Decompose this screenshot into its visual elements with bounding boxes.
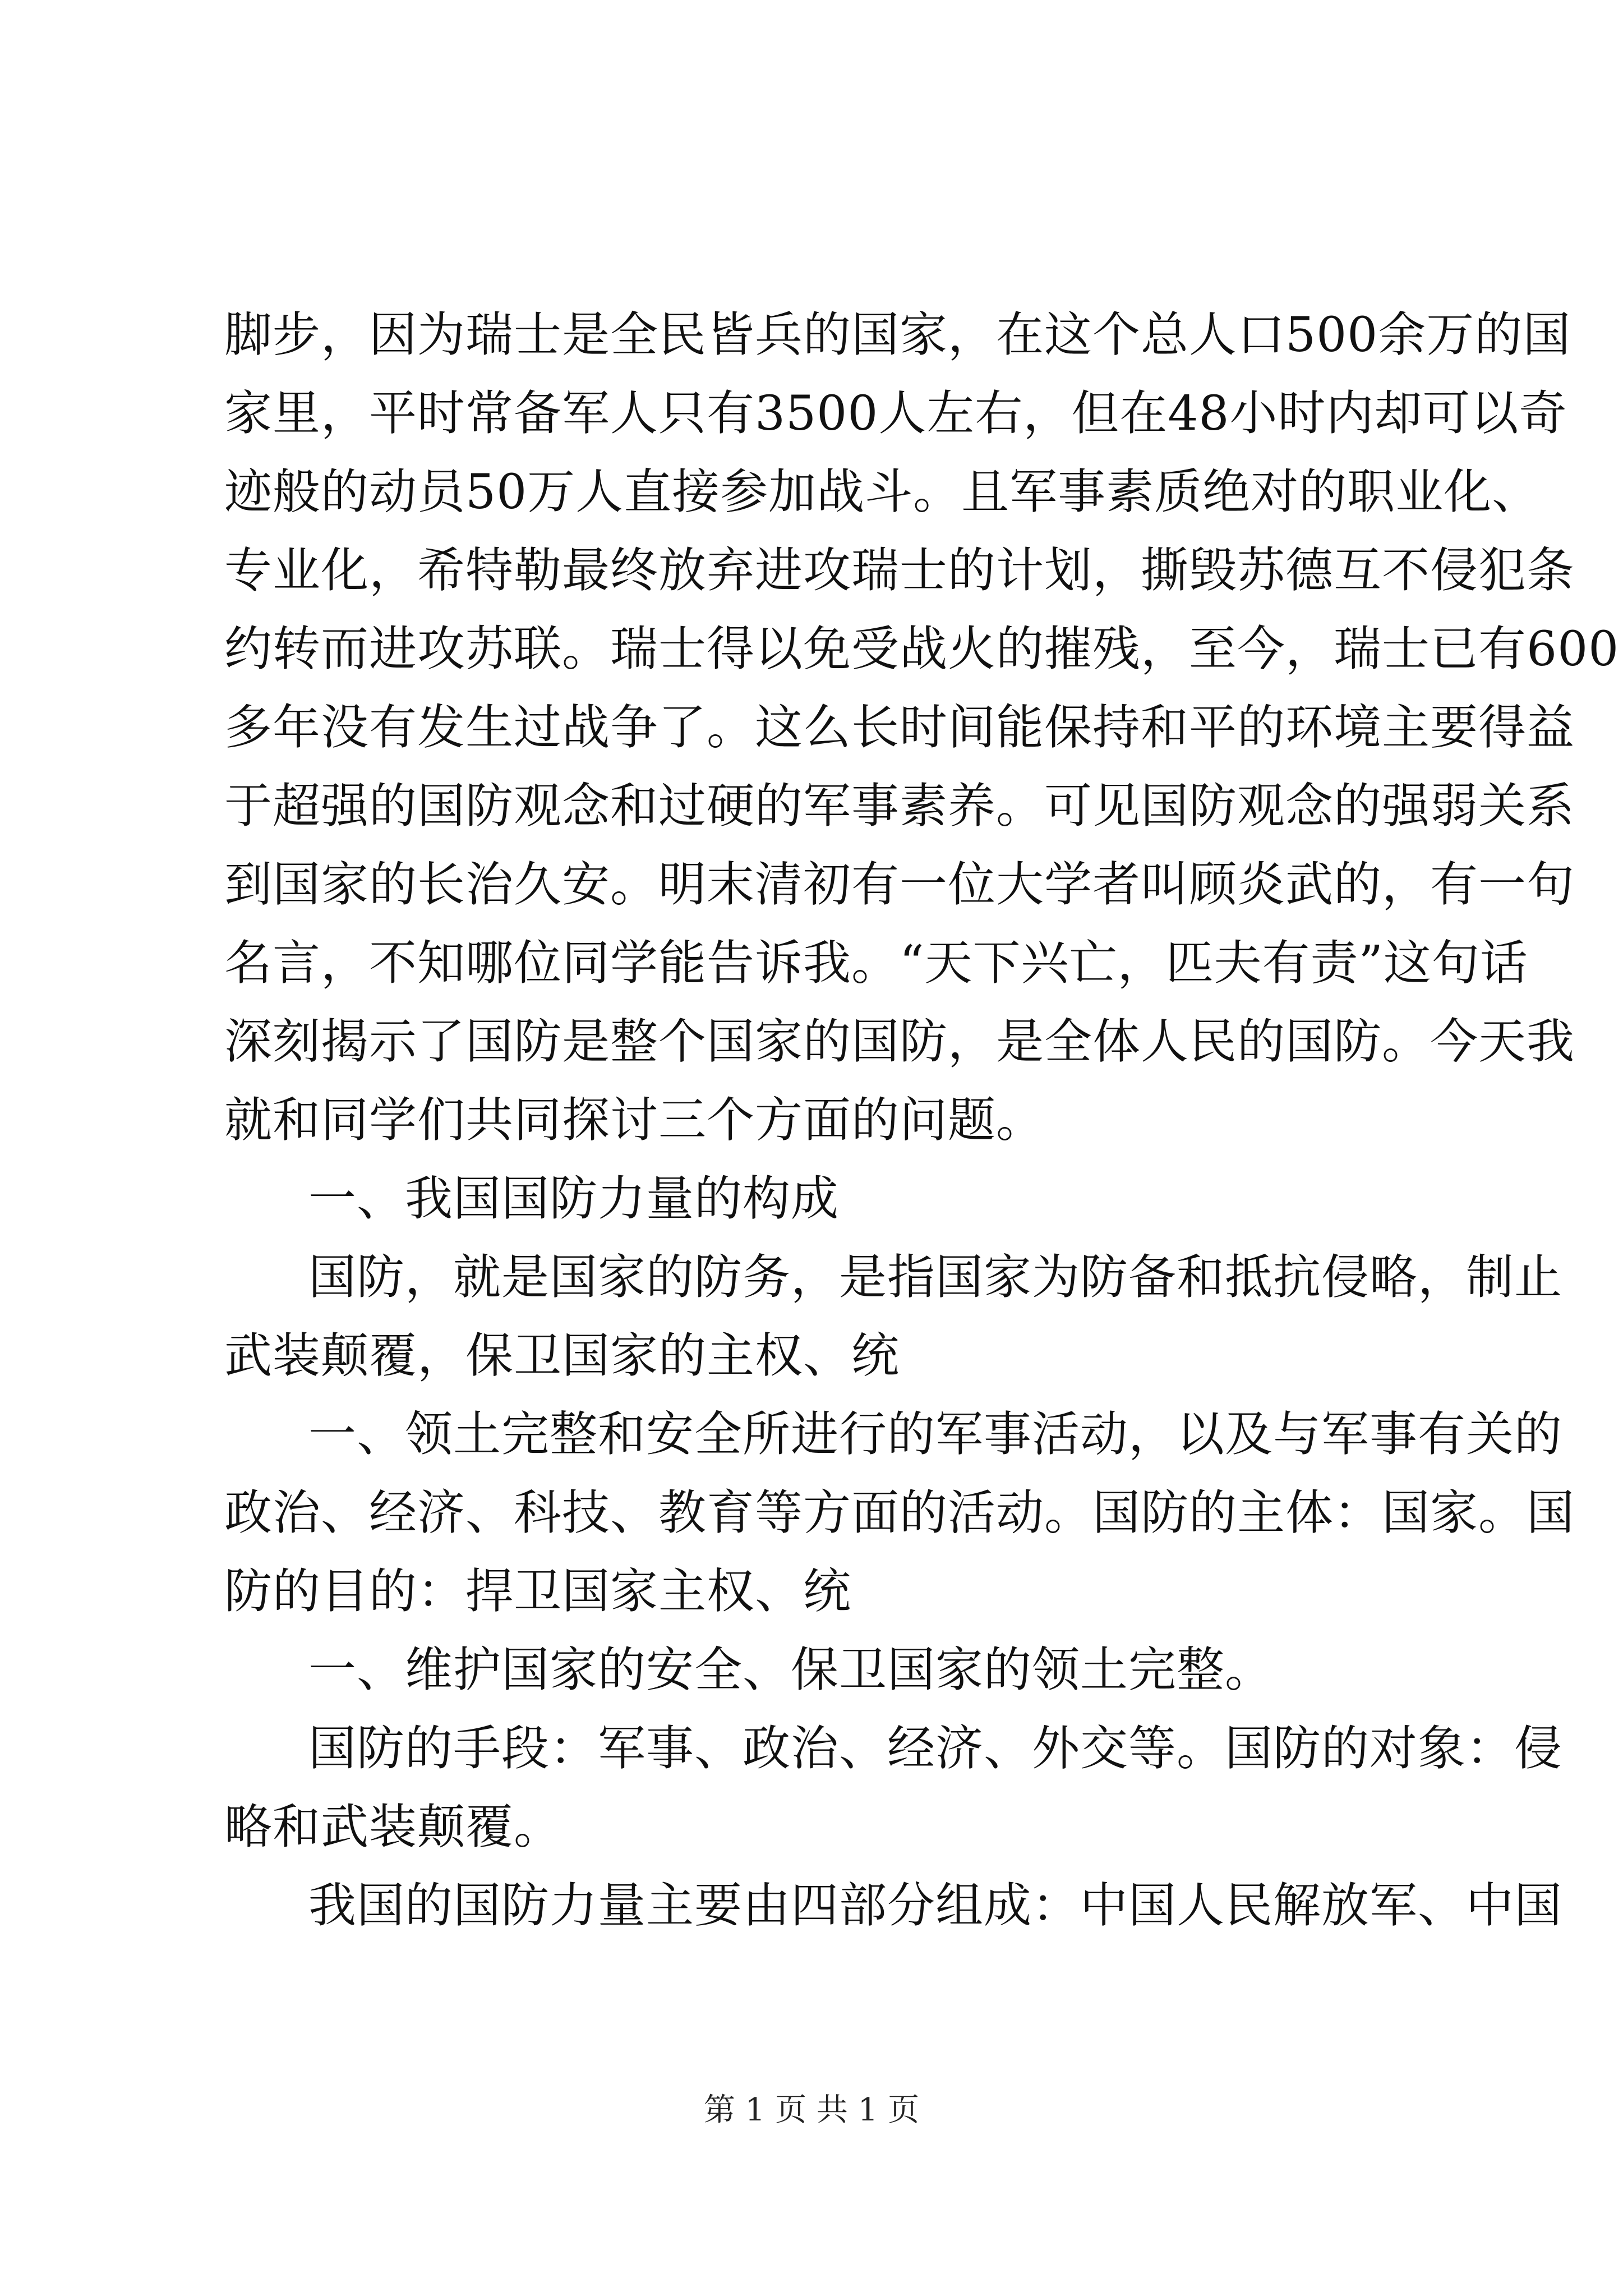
body-line: 迹般的动员50万人直接参加战斗。且军事素质绝对的职业化、	[224, 464, 1541, 520]
body-line: 政治、经济、科技、教育等方面的活动。国防的主体：国家。国	[224, 1485, 1575, 1541]
body-line: 多年没有发生过战争了。这么长时间能保持和平的环境主要得益	[224, 700, 1575, 756]
body-line: 专业化，希特勒最终放弃进攻瑞士的计划，撕毁苏德互不侵犯条	[224, 543, 1575, 599]
body-line: 我国的国防力量主要由四部分组成：中国人民解放军、中国	[308, 1878, 1563, 1934]
body-line: 一、领土完整和安全所进行的军事活动，以及与军事有关的	[308, 1407, 1563, 1462]
body-line: 家里，平时常备军人只有3500人左右，但在48小时内却可以奇	[224, 386, 1567, 441]
body-line: 于超强的国防观念和过硬的军事素养。可见国防观念的强弱关系	[224, 779, 1575, 834]
body-line: 深刻揭示了国防是整个国家的国防，是全体人民的国防。今天我	[224, 1014, 1575, 1070]
body-line: 到国家的长治久安。明末清初有一位大学者叫顾炎武的，有一句	[224, 857, 1575, 913]
body-line: 一、维护国家的安全、保卫国家的领土完整。	[308, 1642, 1274, 1698]
body-line: 名言，不知哪位同学能告诉我。“天下兴亡，匹夫有责”这句话	[224, 936, 1528, 991]
page-number-footer: 第 1 页 共 1 页	[703, 2092, 920, 2128]
section-heading: 一、我国国防力量的构成	[308, 1171, 840, 1227]
body-line: 约转而进攻苏联。瑞士得以免受战火的摧残，至今，瑞士已有600	[224, 622, 1620, 677]
body-line: 国防的手段：军事、政治、经济、外交等。国防的对象：侵	[308, 1721, 1563, 1777]
body-line: 防的目的：捍卫国家主权、统	[224, 1564, 852, 1619]
body-line: 国防，就是国家的防务，是指国家为防备和抵抗侵略，制止	[308, 1250, 1563, 1305]
body-line: 略和武装颠覆。	[224, 1800, 562, 1855]
body-line: 就和同学们共同探讨三个方面的问题。	[224, 1093, 1045, 1148]
body-line: 脚步，因为瑞士是全民皆兵的国家，在这个总人口500余万的国	[224, 307, 1571, 363]
body-line: 武装颠覆，保卫国家的主权、统	[224, 1328, 900, 1384]
